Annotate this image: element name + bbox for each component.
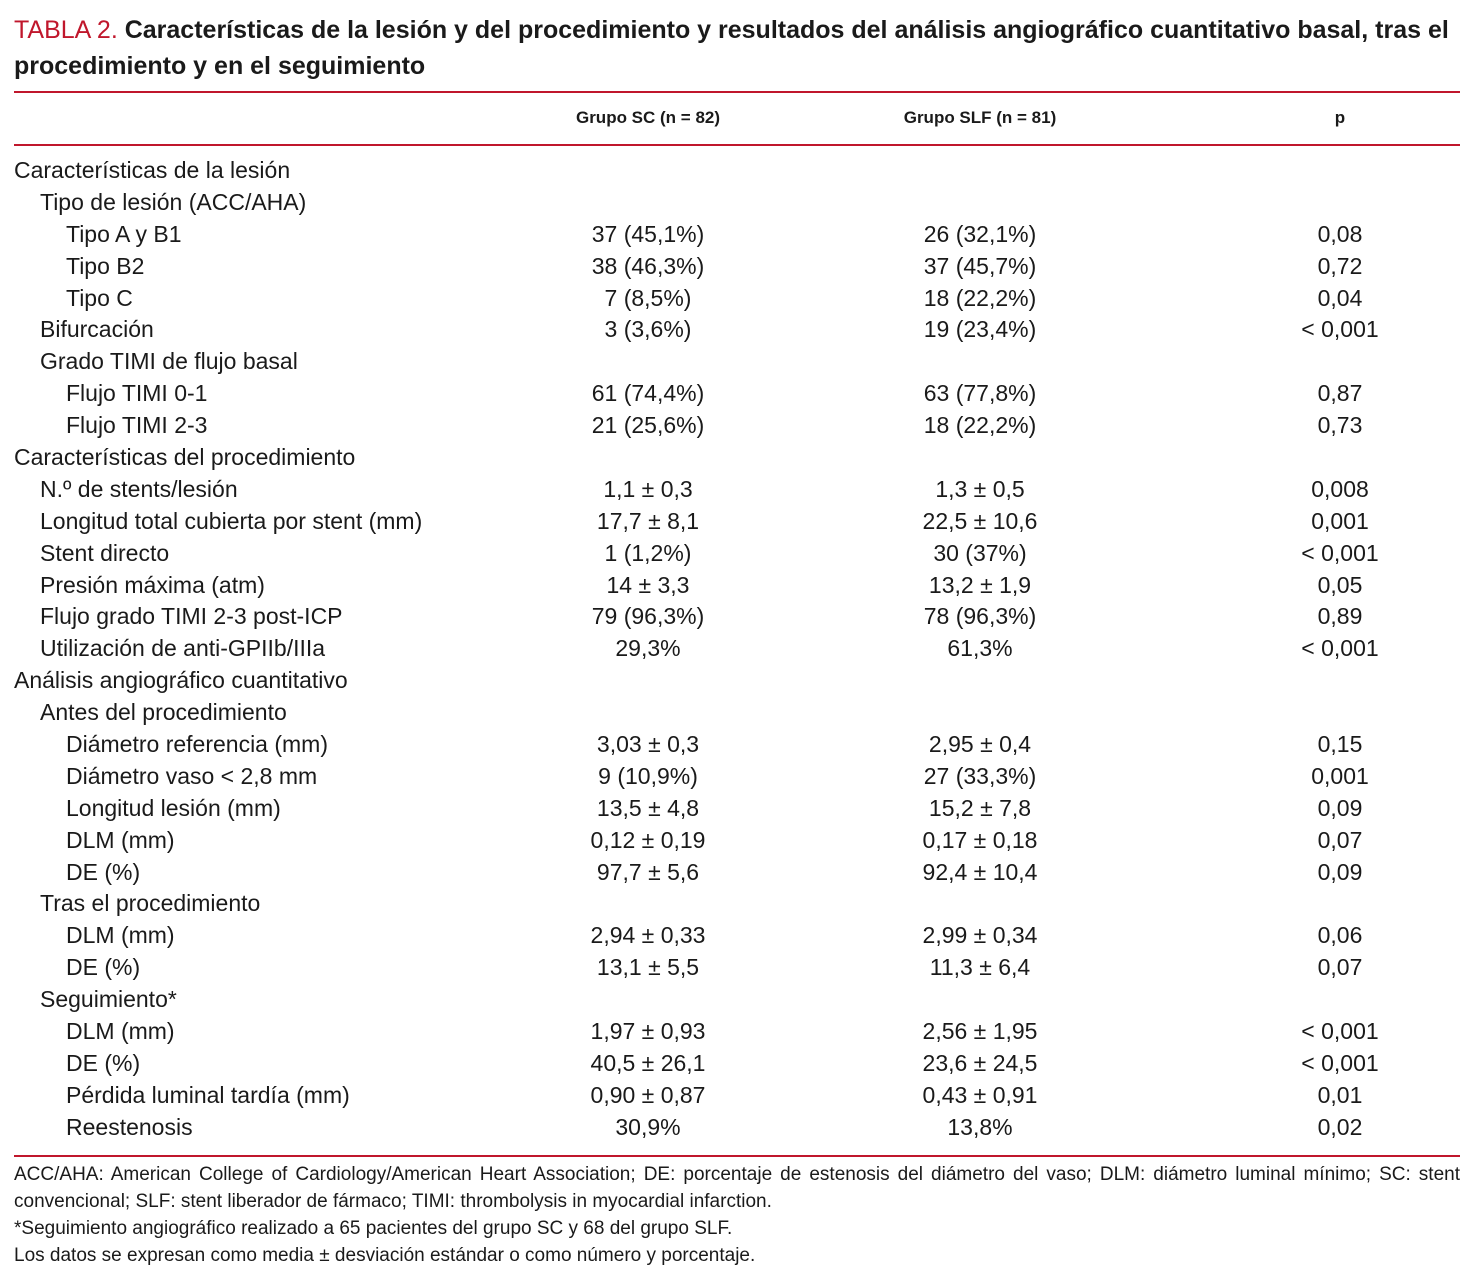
cell-p: < 0,001 xyxy=(1301,1018,1379,1045)
row-label: Características de la lesión xyxy=(14,157,291,183)
table-row xyxy=(0,1112,1480,1144)
row-label: DE (%) xyxy=(66,1049,141,1076)
cell-p: 0,008 xyxy=(1311,475,1369,502)
row-label: Tipo A y B1 xyxy=(66,220,182,247)
row-label: Utilización de anti-GPIIb/IIIa xyxy=(40,635,326,662)
cell-sc: 61 (74,4%) xyxy=(591,380,705,407)
table-label: TABLA 2. xyxy=(14,16,118,44)
cell-p: 0,07 xyxy=(1317,826,1363,853)
cell-slf: 1,3 ± 0,5 xyxy=(935,475,1025,502)
cell-sc: 40,5 ± 26,1 xyxy=(590,1049,706,1076)
row-label: N.º de stents/lesión xyxy=(40,475,238,502)
cell-sc: 1 (1,2%) xyxy=(604,539,692,566)
cell-sc: 3 (3,6%) xyxy=(604,316,692,343)
row-label: Longitud lesión (mm) xyxy=(66,794,281,821)
table-row xyxy=(0,729,1480,761)
row-label: Pérdida luminal tardía (mm) xyxy=(66,1081,350,1108)
row-label: Stent directo xyxy=(40,539,170,566)
cell-sc: 3,03 ± 0,3 xyxy=(596,731,700,758)
cell-sc: 30,9% xyxy=(615,1113,681,1140)
row-label: Presión máxima (atm) xyxy=(40,571,265,598)
cell-sc: 17,7 ± 8,1 xyxy=(596,507,700,534)
row-label: Tipo B2 xyxy=(66,252,145,279)
row-label: Tipo de lesión (ACC/AHA) xyxy=(40,188,307,215)
cell-slf: 37 (45,7%) xyxy=(923,252,1037,279)
row-label: DLM (mm) xyxy=(66,826,175,853)
table-footnotes xyxy=(14,1161,1460,1269)
cell-p: 0,15 xyxy=(1317,731,1363,758)
cell-sc: 1,1 ± 0,3 xyxy=(603,475,693,502)
footnote-asterisk: *Seguimiento angiográfico realizado a 65 pacientes del grupo SC y 68 del grupo SLF. xyxy=(14,1218,733,1239)
cell-p: 0,02 xyxy=(1317,1113,1363,1140)
table-row xyxy=(0,442,1480,474)
row-label: Tras el procedimiento xyxy=(40,890,261,917)
row-label: Características del procedimiento xyxy=(14,444,356,471)
cell-slf: 11,3 ± 6,4 xyxy=(929,954,1031,981)
row-label: Bifurcación xyxy=(40,316,154,343)
table-row xyxy=(0,857,1480,889)
header-rule xyxy=(14,144,1460,146)
cell-p: 0,04 xyxy=(1317,284,1363,311)
cell-slf: 61,3% xyxy=(947,635,1013,662)
table-row xyxy=(0,633,1480,665)
cell-slf: 78 (96,3%) xyxy=(923,603,1037,630)
table-row xyxy=(0,952,1480,984)
table-row xyxy=(0,1016,1480,1048)
footnote-abbreviations: ACC/AHA: American College of Cardiology/American Heart Association; DE: porcentaje de estenosis del diámetro del vaso; DLM: diámetro luminal mínimo; SC: stent convencional; SLF: stent liberador de fármaco; TIMI: thrombolysis in myocardial infarction. xyxy=(14,1164,1460,1212)
row-label: Diámetro referencia (mm) xyxy=(66,731,328,758)
table-row xyxy=(0,219,1480,251)
cell-p: 0,87 xyxy=(1317,380,1363,407)
cell-p: 0,72 xyxy=(1317,252,1363,279)
table-row xyxy=(0,410,1480,442)
table-row xyxy=(0,888,1480,920)
cell-p: < 0,001 xyxy=(1301,635,1379,662)
cell-slf: 2,56 ± 1,95 xyxy=(922,1018,1038,1045)
table-title xyxy=(14,12,1464,84)
cell-slf: 18 (22,2%) xyxy=(923,284,1037,311)
cell-slf: 23,6 ± 24,5 xyxy=(922,1049,1038,1076)
cell-p: < 0,001 xyxy=(1301,539,1379,566)
cell-sc: 0,12 ± 0,19 xyxy=(590,826,706,853)
table-row xyxy=(0,251,1480,283)
table-body xyxy=(0,155,1480,1144)
row-label: Análisis angiográfico cuantitativo xyxy=(14,667,348,694)
table-row xyxy=(0,187,1480,219)
cell-slf: 18 (22,2%) xyxy=(923,412,1037,439)
footnote-data-note: Los datos se expresan como media ± desviación estándar o como número y porcentaje. xyxy=(14,1245,756,1266)
cell-slf: 30 (37%) xyxy=(933,539,1027,566)
cell-p: 0,06 xyxy=(1317,922,1363,949)
cell-slf: 13,8% xyxy=(947,1113,1013,1140)
row-label: Tipo C xyxy=(66,284,133,311)
table-row xyxy=(0,697,1480,729)
column-header-p: p xyxy=(1334,108,1346,127)
row-label: Reestenosis xyxy=(66,1113,193,1140)
cell-slf: 2,95 ± 0,4 xyxy=(928,731,1032,758)
cell-sc: 2,94 ± 0,33 xyxy=(590,922,706,949)
table-row xyxy=(0,538,1480,570)
table-row xyxy=(0,984,1480,1016)
cell-p: 0,07 xyxy=(1317,954,1363,981)
cell-p: 0,08 xyxy=(1317,220,1363,247)
table-row xyxy=(0,920,1480,952)
table-row xyxy=(0,506,1480,538)
cell-sc: 79 (96,3%) xyxy=(591,603,705,630)
table-row xyxy=(0,761,1480,793)
cell-p: 0,05 xyxy=(1317,571,1363,598)
cell-slf: 19 (23,4%) xyxy=(923,316,1037,343)
column-header-slf: Grupo SLF (n = 81) xyxy=(903,108,1057,127)
cell-slf: 2,99 ± 0,34 xyxy=(922,922,1038,949)
cell-slf: 15,2 ± 7,8 xyxy=(928,794,1032,821)
cell-slf: 0,43 ± 0,91 xyxy=(922,1081,1038,1108)
cell-p: 0,09 xyxy=(1317,794,1363,821)
table-row xyxy=(0,825,1480,857)
cell-slf: 0,17 ± 0,18 xyxy=(922,826,1038,853)
cell-slf: 13,2 ± 1,9 xyxy=(928,571,1032,598)
row-label: Flujo grado TIMI 2-3 post-ICP xyxy=(40,603,343,630)
bottom-rule xyxy=(14,1155,1460,1157)
row-label: DLM (mm) xyxy=(66,922,175,949)
cell-sc: 21 (25,6%) xyxy=(591,412,705,439)
cell-sc: 13,1 ± 5,5 xyxy=(596,954,700,981)
table-row xyxy=(0,570,1480,602)
cell-slf: 27 (33,3%) xyxy=(923,762,1037,789)
row-label: Seguimiento* xyxy=(40,986,177,1013)
cell-p: 0,001 xyxy=(1311,762,1369,789)
cell-sc: 13,5 ± 4,8 xyxy=(596,794,700,821)
table-row xyxy=(0,474,1480,506)
cell-p: < 0,001 xyxy=(1301,1049,1379,1076)
column-header-sc: Grupo SC (n = 82) xyxy=(575,108,721,127)
table-row xyxy=(0,1080,1480,1112)
row-label: Flujo TIMI 0-1 xyxy=(66,380,208,407)
cell-sc: 97,7 ± 5,6 xyxy=(596,858,700,885)
table-row xyxy=(0,283,1480,315)
cell-sc: 0,90 ± 0,87 xyxy=(590,1081,706,1108)
row-label: DE (%) xyxy=(66,858,141,885)
cell-p: 0,73 xyxy=(1317,412,1363,439)
cell-p: 0,01 xyxy=(1317,1081,1363,1108)
row-label: DLM (mm) xyxy=(66,1018,175,1045)
row-label: DE (%) xyxy=(66,954,141,981)
cell-sc: 9 (10,9%) xyxy=(598,762,698,789)
table-row xyxy=(0,378,1480,410)
cell-p: 0,89 xyxy=(1317,603,1363,630)
cell-sc: 1,97 ± 0,93 xyxy=(590,1018,706,1045)
row-label: Antes del procedimiento xyxy=(40,699,287,726)
cell-slf: 63 (77,8%) xyxy=(923,380,1037,407)
cell-slf: 26 (32,1%) xyxy=(923,220,1037,247)
table-row xyxy=(0,346,1480,378)
table-row xyxy=(0,155,1480,187)
cell-sc: 14 ± 3,3 xyxy=(606,571,690,598)
cell-sc: 29,3% xyxy=(615,635,681,662)
cell-sc: 37 (45,1%) xyxy=(591,220,705,247)
cell-sc: 7 (8,5%) xyxy=(604,284,692,311)
table-row xyxy=(0,601,1480,633)
table-caption: Características de la lesión y del procedimiento y resultados del análisis angiográfico cuantitativo basal, tras el procedimiento y en el seguimiento xyxy=(14,16,1449,80)
cell-p: 0,001 xyxy=(1311,507,1369,534)
cell-slf: 22,5 ± 10,6 xyxy=(922,507,1038,534)
row-label: Longitud total cubierta por stent (mm) xyxy=(40,507,423,534)
cell-p: 0,09 xyxy=(1317,858,1363,885)
row-label: Flujo TIMI 2-3 xyxy=(66,412,208,439)
cell-sc: 38 (46,3%) xyxy=(591,252,705,279)
table-row xyxy=(0,1048,1480,1080)
table-row xyxy=(0,665,1480,697)
table-row xyxy=(0,314,1480,346)
table-row xyxy=(0,793,1480,825)
row-label: Grado TIMI de flujo basal xyxy=(40,348,298,375)
top-rule xyxy=(14,91,1460,93)
row-label: Diámetro vaso < 2,8 mm xyxy=(66,762,318,789)
cell-p: < 0,001 xyxy=(1301,316,1379,343)
cell-slf: 92,4 ± 10,4 xyxy=(922,858,1038,885)
